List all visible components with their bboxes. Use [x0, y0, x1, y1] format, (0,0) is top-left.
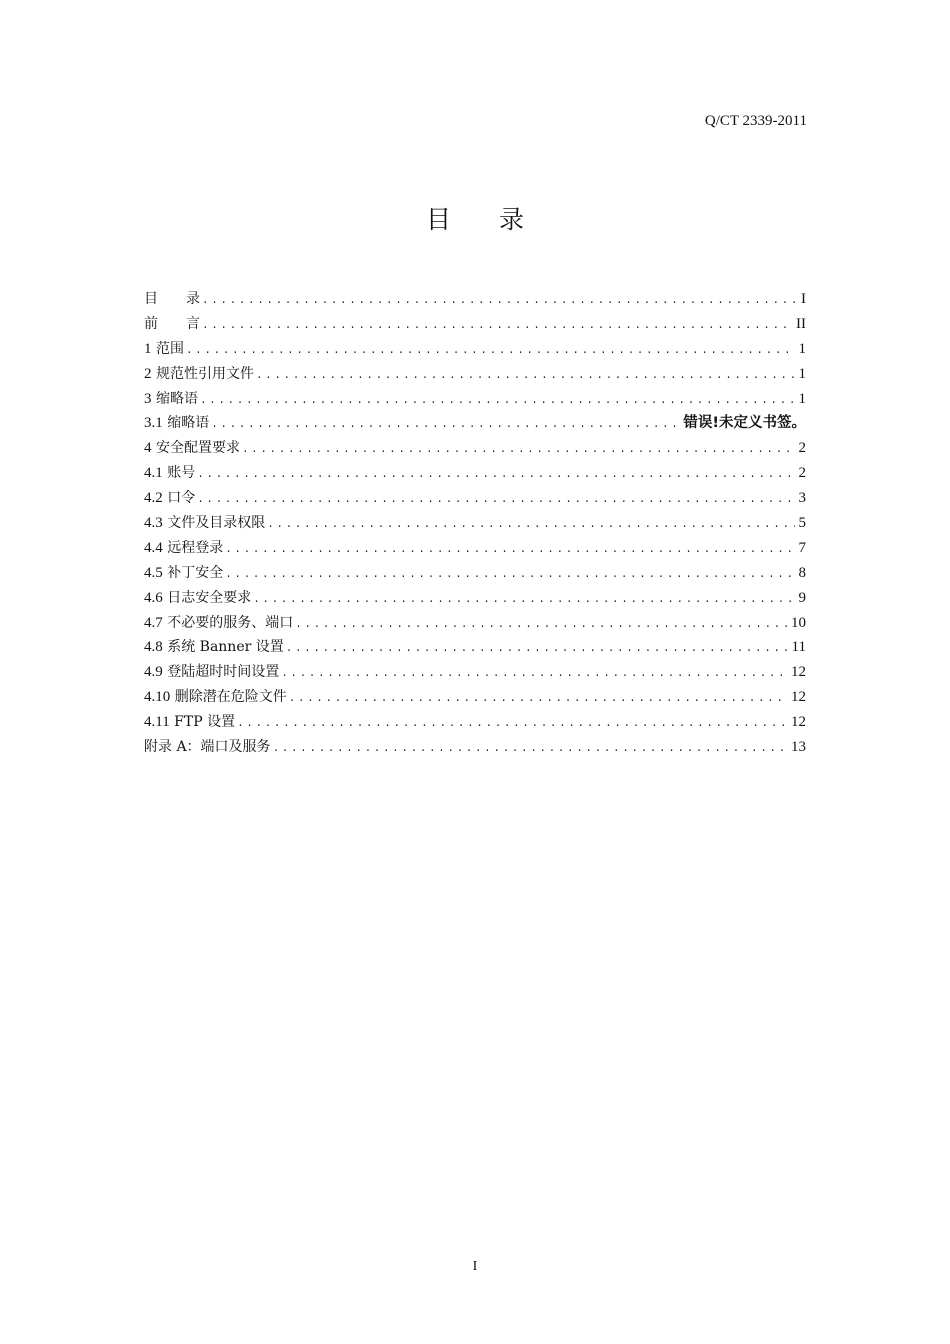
toc-leader-dots [211, 413, 680, 438]
toc-entry-label: 附录 A：端口及服务 [144, 739, 271, 756]
toc-entry[interactable] [144, 511, 806, 536]
document-code: Q/CT 2339-2011 [704, 113, 807, 129]
toc-entry[interactable] [144, 635, 806, 660]
toc-entry[interactable] [144, 312, 806, 337]
toc-leader-dots [197, 488, 795, 513]
toc-entry-label: 4.2 口令 [144, 490, 196, 507]
toc-entry[interactable] [144, 660, 806, 685]
toc-leader-dots [237, 712, 788, 737]
toc-leader-dots [242, 438, 795, 463]
toc-leader-dots [253, 588, 795, 613]
toc-entry-page: 2 [798, 440, 806, 457]
toc-leader-dots [202, 314, 793, 339]
toc-entry[interactable] [144, 362, 806, 387]
toc-entry-page: 1 [798, 365, 806, 382]
toc-leader-dots [186, 339, 795, 364]
toc-title-part1: 目 [425, 205, 451, 234]
toc-entry-page: 10 [791, 614, 806, 631]
toc-entry-label: 目 录 [144, 291, 200, 307]
toc-entry[interactable] [144, 387, 806, 412]
toc-entry-page: 2 [798, 465, 806, 482]
toc-entry[interactable] [144, 586, 806, 611]
toc-entry-page: I [801, 291, 806, 307]
toc-entry-page: 7 [798, 539, 806, 556]
toc-leader-dots [281, 662, 788, 687]
toc-leader-dots [267, 513, 795, 538]
toc-leader-dots [295, 613, 788, 638]
toc-entry-label: 4.1 账号 [144, 465, 196, 482]
toc-entry[interactable] [144, 436, 806, 461]
toc-leader-dots [286, 637, 789, 662]
toc-entry-label: 4.5 补丁安全 [144, 564, 224, 581]
toc-entry-label: 4.6 日志安全要求 [144, 589, 252, 606]
toc-entry-page: 5 [798, 515, 806, 532]
toc-entry-page: 12 [791, 689, 806, 706]
toc-entry[interactable] [144, 611, 806, 636]
toc-entry-label: 4.9 登陆超时时间设置 [144, 664, 280, 681]
toc-entry-page: 1 [798, 340, 806, 357]
toc-entry-label: 1 范围 [144, 340, 184, 357]
toc-entry-label: 4 安全配置要求 [144, 440, 240, 457]
toc-leader-dots [273, 737, 788, 762]
page-number: I [472, 1259, 478, 1274]
toc-leader-dots [202, 289, 795, 314]
toc-entry-label: 4.8 系统 Banner 设置 [144, 639, 284, 656]
toc-entry-page: II [796, 315, 806, 332]
toc-entry-page: 3 [798, 490, 806, 507]
toc-entry-label: 4.11 FTP 设置 [144, 714, 236, 731]
toc-entry[interactable] [144, 287, 806, 312]
toc-leader-dots [197, 463, 795, 488]
toc-leader-dots [256, 364, 795, 389]
toc-entry-label: 2 规范性引用文件 [144, 365, 254, 382]
toc-entry[interactable] [144, 337, 806, 362]
toc-entry[interactable] [144, 411, 806, 436]
toc-entry-page-error: 错误!未定义书签。 [683, 415, 806, 432]
toc-entry[interactable] [144, 486, 806, 511]
toc-entry[interactable] [144, 710, 806, 735]
toc-title [0, 200, 950, 236]
toc-entry-page: 12 [791, 714, 806, 731]
toc-entry-page: 8 [798, 564, 806, 581]
toc-entry[interactable] [144, 685, 806, 710]
toc-entry-label: 4.7 不必要的服务、端口 [144, 614, 294, 631]
toc-title-part2: 录 [499, 205, 525, 234]
toc-entry-label: 4.10 删除潜在危险文件 [144, 689, 287, 706]
toc-entry-page: 1 [798, 390, 806, 407]
toc-leader-dots [289, 687, 788, 712]
toc-entry-page: 13 [791, 739, 806, 756]
toc-leader-dots [225, 563, 795, 588]
toc-entry-label: 4.3 文件及目录权限 [144, 515, 266, 532]
toc-entry-label: 前 言 [144, 315, 200, 332]
toc-entry[interactable] [144, 561, 806, 586]
toc-entry-page: 12 [791, 664, 806, 681]
toc-entry-label: 4.4 远程登录 [144, 539, 224, 556]
toc-entry[interactable] [144, 735, 806, 760]
toc-entry-label: 3.1 缩略语 [144, 415, 210, 432]
toc-entry[interactable] [144, 461, 806, 486]
toc-leader-dots [225, 538, 795, 563]
toc-leader-dots [200, 389, 795, 414]
table-of-contents [144, 287, 806, 760]
toc-entry-page: 9 [798, 589, 806, 606]
toc-entry-page: 11 [791, 639, 806, 656]
toc-entry[interactable] [144, 536, 806, 561]
toc-entry-label: 3 缩略语 [144, 390, 198, 407]
